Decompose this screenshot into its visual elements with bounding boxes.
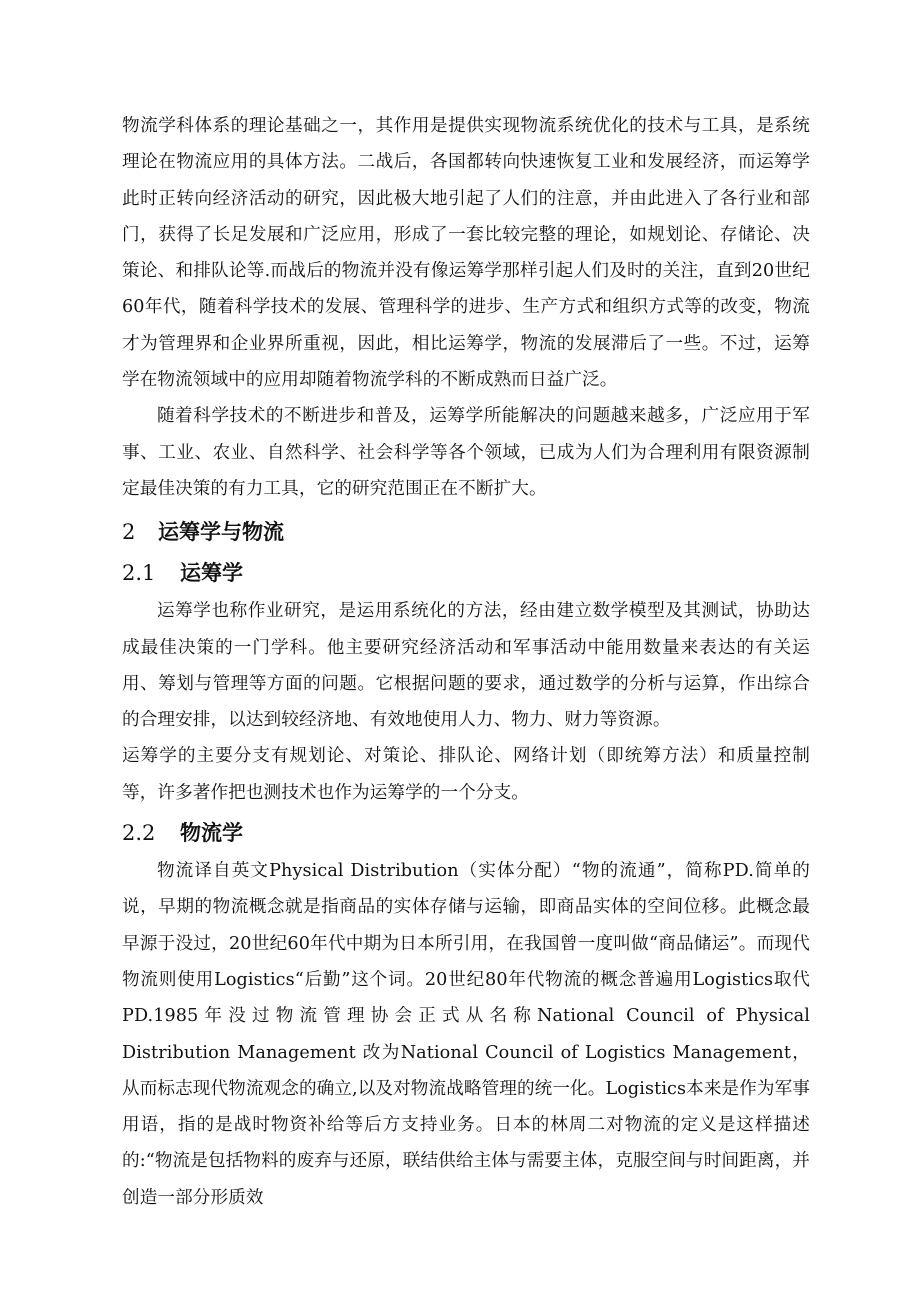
section-2-1-paragraph-1: 运筹学也称作业研究，是运用系统化的方法，经由建立数学模型及其测试，协助达成最佳决策的一门学科。他主要研究经济活动和军事活动中能用数量来表达的有关运用、筹划与管理等方面的问题。它根据问题的要求，通过数学的分析与运算，作出综合的合理安排，以达到较经济地、有效地使用人力、物力、财力等资源。	[122, 601, 810, 731]
section-2-1-heading	[122, 555, 810, 591]
section-2-1-title: 运筹学	[180, 561, 243, 586]
section-2-title: 运筹学与物流	[158, 520, 284, 545]
section-2-number: 2	[122, 520, 136, 545]
section-2-2-heading	[122, 815, 810, 851]
section-2-2-number: 2.2	[122, 821, 156, 846]
body-paragraph-2: 随着科学技术的不断进步和普及，运筹学所能解决的问题越来越多，广泛应用于军事、工业、农业、自然科学、社会科学等各个领域，已成为人们为合理利用有限资源制定最佳决策的有力工具，它的研究范围正在不断扩大。	[122, 406, 810, 499]
section-2-1-paragraph-2: 运筹学的主要分支有规划论、对策论、排队论、网络计划（即统筹方法）和质量控制等，许多著作把也测技术也作为运筹学的一个分支。	[122, 746, 810, 803]
section-2-heading	[122, 515, 810, 549]
body-paragraph-1: 物流学科体系的理论基础之一，其作用是提供实现物流系统优化的技术与工具，是系统理论在物流应用的具体方法。二战后，各国都转向快速恢复工业和发展经济，而运筹学此时正转向经济活动的研究，因此极大地引起了人们的注意，并由此进入了各行业和部门，获得了长足发展和广泛应用，形成了一套比较完整的理论，如规划论、存储论、决策论、和排队论等.而战后的物流并没有像运筹学那样引起人们及时的关注，直到20世纪60年代，随着科学技术的发展、管理科学的进步、生产方式和组织方式等的改变，物流才为管理界和企业界所重视，因此，相比运筹学，物流的发展滞后了一些。不过，运筹学在物流领域中的应用却随着物流学科的不断成熟而日益广泛。	[122, 116, 810, 391]
document-page	[122, 108, 810, 1216]
section-2-1-number: 2.1	[122, 561, 156, 586]
section-2-2-paragraph-1: 物流译自英文Physical Distribution（实体分配）“物的流通”，简称PD.简单的说，早期的物流概念就是指商品的实体存储与运输，即商品实体的空间位移。此概念最早源于没过，20世纪60年代中期为日本所引用，在我国曾一度叫做“商品储运”。而现代物流则使用Logistics“后勤”这个词。20世纪80年代物流的概念普遍用Logistics取代PD.1985年没过物流管理协会正式从名称National Council of Physical Distribution Management 改为National Council of Logistics Management，从而标志现代物流观念的确立,以及对物流战略管理的统一化。Logistics本来是作为军事用语，指的是战时物资补给等后方支持业务。日本的林周二对物流的定义是这样描述的:“物流是包括物料的废弃与还原，联结供给主体与需要主体，克服空间与时间距离，并创造一部分形质效	[122, 861, 810, 1208]
section-2-2-title: 物流学	[180, 821, 243, 846]
